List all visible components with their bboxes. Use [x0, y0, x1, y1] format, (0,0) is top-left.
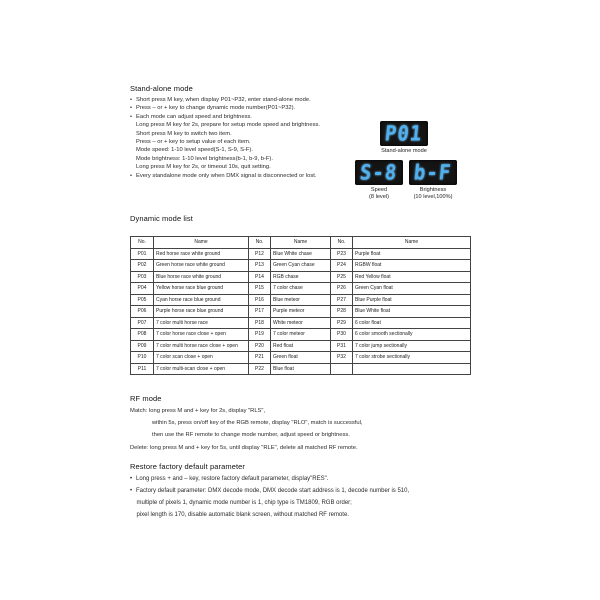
mode-name-cell: Purple float [353, 248, 471, 260]
line-text: Short press M key, when display P01~P32, enter stand-alone mode. [136, 97, 311, 103]
mode-number-cell: P18 [249, 317, 271, 329]
table-row [131, 329, 471, 341]
line-text: Factory default parameter: DMX decode mode, DMX decode start address is 1, decode number is 510, [136, 488, 410, 494]
restore-heading: Restore factory default parameter [130, 462, 246, 471]
mode-number-cell: P13 [249, 260, 271, 272]
mode-number-cell: P15 [249, 283, 271, 295]
mode-number-cell: P06 [131, 306, 154, 318]
brightness-caption: Brightness [419, 187, 447, 193]
standalone-line [130, 138, 320, 146]
mode-number-cell: P21 [249, 352, 271, 364]
standalone-line [130, 155, 320, 163]
led-display-speed [355, 160, 403, 185]
restore-instructions [130, 473, 409, 521]
led-display-mode [380, 121, 428, 146]
mode-number-cell: P11 [131, 363, 154, 375]
mode-name-cell: 7 color horse race close + open [154, 329, 249, 341]
standalone-line [130, 172, 320, 180]
mode-number-cell: P01 [131, 248, 154, 260]
mode-name-cell: 7 color strobe sectionally [353, 352, 471, 364]
column-header: Name [271, 237, 331, 249]
column-header: Name [154, 237, 249, 249]
mode-name-cell: 6 color smooth sectionally [353, 329, 471, 341]
mode-name-cell: RGBW float [353, 260, 471, 272]
mode-number-cell: P16 [249, 294, 271, 306]
rf-line: Delete: long press M and + key for 5s, until display "RLE", delete all matched RF remote. [130, 444, 358, 451]
rf-mode-instructions [130, 405, 363, 454]
mode-name-cell: Blue horse race white ground [154, 271, 249, 283]
mode-number-cell: P27 [331, 294, 353, 306]
restore-line [130, 473, 409, 485]
mode-number-cell: P10 [131, 352, 154, 364]
led-display-brightness [409, 160, 457, 185]
table-row [131, 363, 471, 375]
mode-number-cell: P25 [331, 271, 353, 283]
mode-name-cell: 7 color multi horse race [154, 317, 249, 329]
line-text: Long press M key for 2s, prepare for setup mode speed and brightness. [136, 122, 320, 129]
mode-number-cell: P20 [249, 340, 271, 352]
table-row [131, 306, 471, 318]
mode-number-cell: P07 [131, 317, 154, 329]
rf-line: then use the RF remote to change mode number, adjust speed or brightness. [152, 432, 350, 439]
bullet: • [130, 488, 133, 494]
line-text: multiple of pixels 1, dynamic mode number is 1, chip type is TM1809, RGB order; [136, 500, 352, 506]
mode-name-cell: White meteor [271, 317, 331, 329]
mode-number-cell: P24 [331, 260, 353, 272]
led-digits: b-F [413, 160, 453, 185]
table-row [131, 248, 471, 260]
column-header: Name [353, 237, 471, 249]
bullet: • [130, 172, 133, 179]
mode-name-cell: 7 color multi-scan close + open [154, 363, 249, 375]
speed-level-caption: (8 level) [369, 194, 389, 200]
bullet: • [130, 113, 133, 120]
standalone-line [130, 113, 320, 121]
line-text: pixel length is 170, disable automatic blank screen, without matched RF remote. [136, 512, 349, 518]
line-text: Press – or + key to change dynamic mode number(P01~P32). [136, 105, 296, 112]
mode-name-cell: Green Cyan chase [271, 260, 331, 272]
mode-name-cell: Red float [271, 340, 331, 352]
mode-number-cell: P29 [331, 317, 353, 329]
mode-number-cell [331, 363, 353, 375]
mode-number-cell: P12 [249, 248, 271, 260]
mode-name-cell: 7 color meteor [271, 329, 331, 341]
table-row [131, 294, 471, 306]
line-text: Long press + and – key, restore factory default parameter, display"RES". [136, 476, 329, 482]
line-text: Short press M key to switch two item. [136, 130, 232, 137]
standalone-heading: Stand-alone mode [130, 84, 193, 93]
mode-name-cell: Blue White chase [271, 248, 331, 260]
mode-name-cell: Purple horse race blue ground [154, 306, 249, 318]
mode-number-cell: P22 [249, 363, 271, 375]
bullet: • [130, 97, 133, 103]
table-header-row [131, 237, 471, 249]
mode-name-cell: 7 color scan close + open [154, 352, 249, 364]
standalone-line [130, 130, 320, 138]
line-text: Every standalone mode only when DMX signal is disconnected or lost. [136, 172, 317, 179]
mode-name-cell: 7 color chase [271, 283, 331, 295]
mode-number-cell: P09 [131, 340, 154, 352]
column-header: No. [131, 237, 154, 249]
restore-line [130, 509, 409, 521]
mode-number-cell: P03 [131, 271, 154, 283]
mode-name-cell: Blue meteor [271, 294, 331, 306]
restore-line [130, 485, 409, 497]
line-text: Press – or + key to setup value of each item. [136, 139, 251, 146]
mode-number-cell: P04 [131, 283, 154, 295]
bullet: • [130, 476, 133, 482]
mode-name-cell: Blue Purple float [353, 294, 471, 306]
mode-name-cell: RGB chase [271, 271, 331, 283]
speed-caption: Speed [370, 187, 388, 193]
mode-number-cell: P30 [331, 329, 353, 341]
mode-name-cell: Green horse race white ground [154, 260, 249, 272]
standalone-line [130, 163, 320, 171]
mode-name-cell: Green Cyan float [353, 283, 471, 295]
mode-number-cell: P26 [331, 283, 353, 295]
brightness-level-caption: (10 level,100%) [413, 194, 453, 200]
mode-number-cell: P14 [249, 271, 271, 283]
line-text: Mode brightness: 1-10 level brightness(b-1, b-9, b-F). [136, 155, 273, 162]
rf-line: Match: long press M and + key for 2s, display "RLS", [130, 408, 266, 414]
mode-number-cell: P32 [331, 352, 353, 364]
mode-name-cell: Purple meteor [271, 306, 331, 318]
mode-name-cell: Cyan horse race blue ground [154, 294, 249, 306]
table-row [131, 352, 471, 364]
mode-number-cell: P08 [131, 329, 154, 341]
mode-name-cell: Red horse race white ground [154, 248, 249, 260]
standalone-instructions [130, 96, 320, 180]
mode-name-cell: Blue White float [353, 306, 471, 318]
mode-name-cell [353, 363, 471, 375]
rf-mode-heading: RF mode [130, 394, 162, 403]
mode-number-cell: P17 [249, 306, 271, 318]
table-row [131, 271, 471, 283]
mode-number-cell: P19 [249, 329, 271, 341]
led-digits: P01 [384, 121, 424, 146]
mode-number-cell: P31 [331, 340, 353, 352]
table-body [131, 248, 471, 375]
mode-name-cell: Blue float [271, 363, 331, 375]
mode-number-cell: P23 [331, 248, 353, 260]
led-digits: S-8 [359, 160, 399, 185]
column-header: No. [249, 237, 271, 249]
dynamic-mode-table [130, 236, 471, 375]
mode-name-cell: 7 color multi horse race close + open [154, 340, 249, 352]
line-text: Each mode can adjust speed and brightness. [136, 113, 253, 120]
bullet: • [130, 105, 133, 112]
rf-line: within 5s, press on/off key of the RGB remote, display "RLO", match is successful, [152, 420, 363, 427]
mode-number-cell: P05 [131, 294, 154, 306]
mode-number-cell: P28 [331, 306, 353, 318]
led-caption-mode: Stand-alone mode [381, 148, 427, 154]
table-row [131, 340, 471, 352]
standalone-line [130, 146, 320, 154]
line-text: Mode speed: 1-10 level speed(S-1, S-9, S-F). [136, 147, 253, 154]
mode-name-cell: Green float [271, 352, 331, 364]
column-header: No. [331, 237, 353, 249]
mode-name-cell: 6 color float [353, 317, 471, 329]
standalone-line [130, 121, 320, 129]
table-row [131, 283, 471, 295]
mode-name-cell: 7 color jump sectionally [353, 340, 471, 352]
mode-name-cell: Yellow horse race blue ground [154, 283, 249, 295]
line-text: Long press M key for 2s, or timeout 10s, quit setting. [136, 164, 271, 171]
restore-line [130, 497, 409, 509]
standalone-line [130, 104, 320, 112]
mode-number-cell: P02 [131, 260, 154, 272]
table-row [131, 260, 471, 272]
dynamic-list-heading: Dynamic mode list [130, 214, 193, 223]
mode-name-cell: Red Yellow float [353, 271, 471, 283]
table-row [131, 317, 471, 329]
standalone-line [130, 96, 320, 104]
